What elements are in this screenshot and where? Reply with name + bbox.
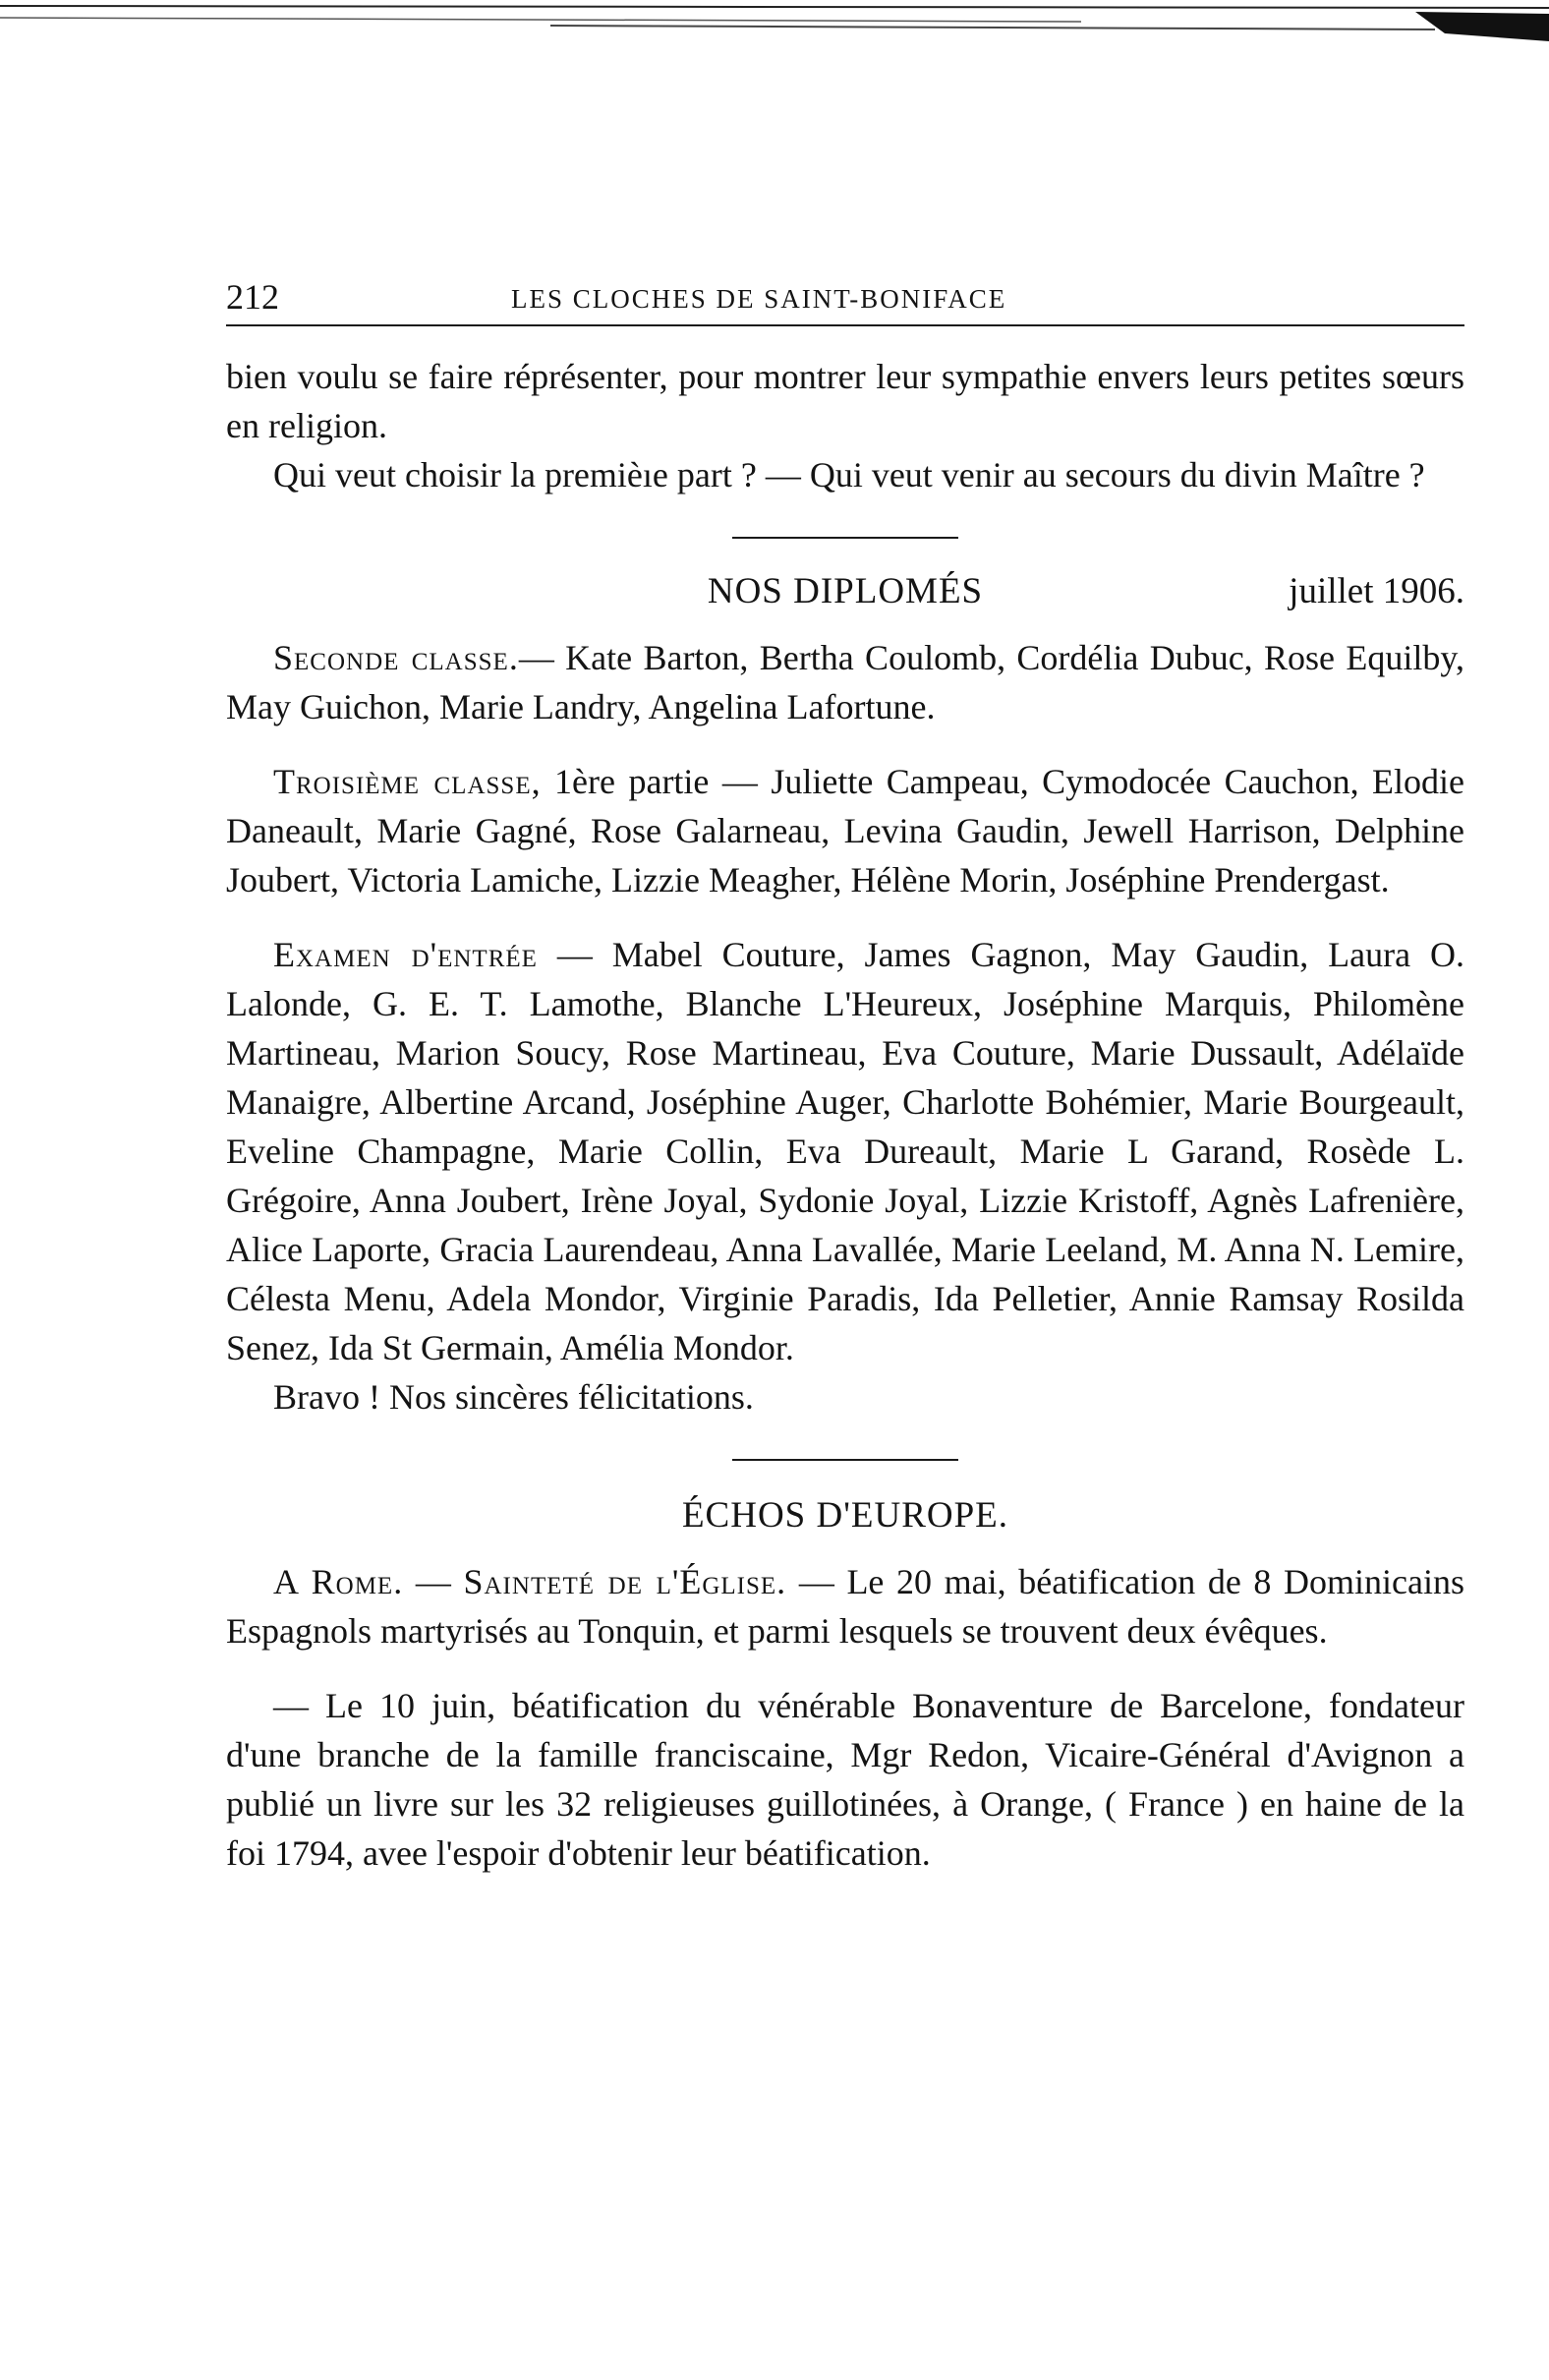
seconde-classe-paragraph <box>226 633 1464 731</box>
seconde-classe-names: — Kate Barton, Bertha Coulomb, Cordélia Dubuc, Rose Equilby, May Guichon, Marie Landry, Angelina Lafortune. <box>226 638 1465 726</box>
diplomes-title: NOS DIPLOMÉS <box>707 571 984 611</box>
juin-paragraph: — Le 10 juin, béatification du vénérable Bonaventure de Barcelone, fondateur d'une branche de la famille franciscaine, Mgr Redon, Vicaire-Général d'Avignon a publié un livre sur les 32 religieuses guillotinées, à Orange, ( France ) en haine de la foi 1794, avee l'espoir d'obtenir leur béatification. <box>226 1686 1464 1873</box>
examen-entree-paragraph <box>226 930 1464 1372</box>
rome-label: A Rome. <box>273 1562 404 1601</box>
diplomes-date: juillet 1906. <box>1289 571 1464 611</box>
examen-entree-label: Examen d'entrée <box>273 935 538 974</box>
running-head <box>226 275 1464 326</box>
troisieme-classe-paragraph <box>226 757 1464 904</box>
running-title: LES CLOCHES DE SAINT-BONIFACE <box>511 284 1007 314</box>
troisieme-classe-names: 1ère partie — Juliette Campeau, Cymodocée Cauchon, Elodie Daneault, Marie Gagné, Rose Galarneau, Levina Gaudin, Jewell Harrison, Delphine Joubert, Victoria Lamiche, Lizzie Meagher, Hélène Morin, Joséphine Prendergast. <box>226 762 1464 900</box>
intro-question-paragraph: Qui veut choisir la premièıe part ? — Qui veut venir au secours du divin Maître ? <box>273 455 1425 494</box>
examen-entree-names: — Mabel Couture, James Gagnon, May Gaudin, Laura O. Lalonde, G. E. T. Lamothe, Blanche L'Heureux, Joséphine Marquis, Philomène Martineau, Marion Soucy, Rose Martineau, Eva Couture, Marie Dussault, Adélaïde Manaigre, Albertine Arcand, Joséphine Auger, Charlotte Bohémier, Marie Bourgeault, Eveline Champagne, Marie Collin, Eva Dureault, Marie L Garand, Rosède L. Grégoire, Anna Joubert, Irène Joyal, Sydonie Joyal, Lizzie Kristoff, Agnès Lafrenière, Alice Laporte, Gracia Laurendeau, Anna Lavallée, Marie Leeland, M. Anna N. Lemire, Célesta Menu, Adela Mondor, Virginie Paradis, Ida Pelletier, Annie Ramsay Rosilda Senez, Ida St Germain, Amélia Mondor. <box>226 935 1464 1367</box>
scan-edge-artifact <box>0 0 1549 59</box>
rome-paragraph <box>226 1557 1464 1655</box>
section-divider <box>732 537 958 539</box>
rome-text: — Le 20 mai, béatification de 8 Dominicains Espagnols martyrisés au Tonquin, et parmi lesquels se trouvent deux évêques. <box>226 1562 1465 1651</box>
page <box>226 275 1464 1878</box>
bravo-line: Bravo ! Nos sincères félicitations. <box>273 1377 754 1417</box>
intro-paragraph: bien voulu se faire réprésenter, pour montrer leur sympathie envers leurs petites sœurs en religion. <box>226 357 1464 445</box>
diplomes-heading <box>226 562 1464 621</box>
saintete-label: Sainteté de l'Église. <box>463 1562 787 1601</box>
echos-title: ÉCHOS D'EUROPE. <box>681 1495 1009 1536</box>
section-divider <box>732 1459 958 1461</box>
troisieme-classe-label: Troisième classe, <box>273 762 542 801</box>
rome-dash: — <box>403 1562 464 1601</box>
page-number: 212 <box>226 277 279 317</box>
seconde-classe-label: Seconde classe. <box>273 638 519 677</box>
